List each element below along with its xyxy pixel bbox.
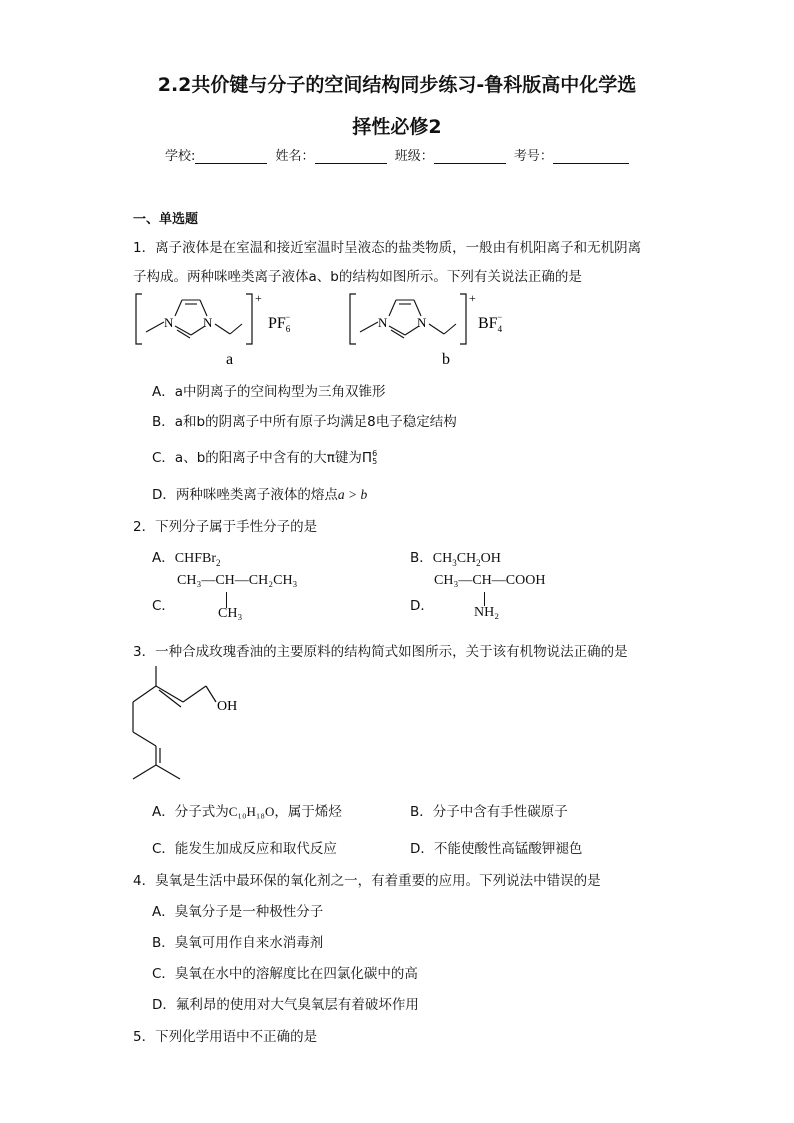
section-heading: 一、单选题	[133, 212, 199, 227]
name-label: 姓名：	[275, 149, 315, 164]
q1-stem-line2: 子构成。两种咪唑类离子液体a、b的结构如图所示。下列有关说法正确的是	[133, 269, 582, 285]
q1-option-d[interactable]: D．两种咪唑类离子液体的熔点a > b	[152, 487, 368, 503]
anion-a: $PF_6-$	[268, 312, 291, 334]
class-field[interactable]	[434, 149, 506, 164]
n-atom-a1: N	[164, 315, 174, 330]
q2-option-c-label[interactable]: C．	[152, 598, 175, 614]
q2-option-d-bond	[484, 592, 485, 606]
page-title-line2: 择性必修2	[352, 116, 442, 138]
structure-a	[136, 291, 291, 368]
q2-option-d-branch: NH₂	[474, 605, 500, 620]
name-field[interactable]	[315, 149, 387, 164]
student-info	[165, 145, 633, 164]
n-atom-a2: N	[203, 315, 213, 330]
label-a: a	[226, 351, 234, 368]
q2-option-a[interactable]: A．CHFBr$_2$	[152, 550, 221, 568]
q4-option-d[interactable]: D．氟利昂的使用对大气臭氧层有着破坏作用	[152, 997, 419, 1013]
cation-charge-b: +	[469, 291, 476, 305]
anion-b: $BF_4-$	[478, 312, 503, 334]
q3-option-b[interactable]: B．分子中含有手性碳原子	[410, 804, 568, 820]
q1-option-c[interactable]: C．a、b的阳离子中含有的大π键为Π 6 5	[152, 449, 378, 466]
page-title-line1: 2.2共价键与分子的空间结构同步练习-鲁科版高中化学选	[157, 74, 637, 96]
q4-option-a[interactable]: A．臭氧分子是一种极性分子	[152, 904, 324, 920]
oh-group: OH	[217, 699, 238, 714]
n-atom-b1: N	[378, 315, 388, 330]
q3-structure	[128, 662, 258, 784]
q3-stem: 3．一种合成玫瑰香油的主要原料的结构简式如图所示，关于该有机物说法正确的是	[133, 644, 628, 660]
q3-option-d[interactable]: D．不能使酸性高锰酸钾褪色	[410, 841, 583, 857]
label-b: b	[442, 351, 450, 368]
school-field[interactable]	[195, 149, 267, 164]
structure-b	[350, 291, 503, 368]
q5-stem: 5．下列化学用语中不正确的是	[133, 1029, 318, 1045]
q3-option-a[interactable]: A．分子式为C₁₀H₁₈O，属于烯烃	[152, 804, 342, 820]
q2-option-d-label[interactable]: D．	[410, 598, 434, 614]
q4-option-c[interactable]: C．臭氧在水中的溶解度比在四氯化碳中的高	[152, 966, 418, 982]
q1-stem-line1: 1．离子液体是在室温和接近室温时呈液态的盐类物质，一般由有机阳离子和无机阴离	[133, 240, 642, 256]
q1-option-a[interactable]: A．a中阴离子的空间构型为三角双锥形	[152, 384, 386, 400]
q2-stem: 2．下列分子属于手性分子的是	[133, 519, 318, 535]
q4-stem: 4．臭氧是生活中最环保的氧化剂之一，有着重要的应用。下列说法中错误的是	[133, 873, 601, 889]
q1-option-b[interactable]: B．a和b的阴离子中所有原子均满足8电子稳定结构	[152, 414, 457, 430]
q2-option-b[interactable]: B．$CH_3CH_2OH$	[410, 550, 501, 568]
q3-option-c[interactable]: C．能发生加成反应和取代反应	[152, 841, 337, 857]
number-label: 考号：	[513, 149, 553, 164]
q2-option-c-branch: CH₃	[218, 606, 243, 621]
school-label: 学校:	[165, 149, 196, 164]
number-field[interactable]	[553, 149, 629, 164]
q4-option-b[interactable]: B．臭氧可用作自来水消毒剂	[152, 935, 324, 951]
q1-structures	[130, 288, 550, 368]
q2-option-c-main: CH₃—CH—CH₂CH₃	[177, 573, 298, 588]
cation-charge-a: +	[255, 291, 262, 305]
class-label: 班级：	[394, 149, 434, 164]
q2-option-d-main: CH₃—CH—COOH	[434, 573, 546, 588]
n-atom-b2: N	[417, 315, 427, 330]
